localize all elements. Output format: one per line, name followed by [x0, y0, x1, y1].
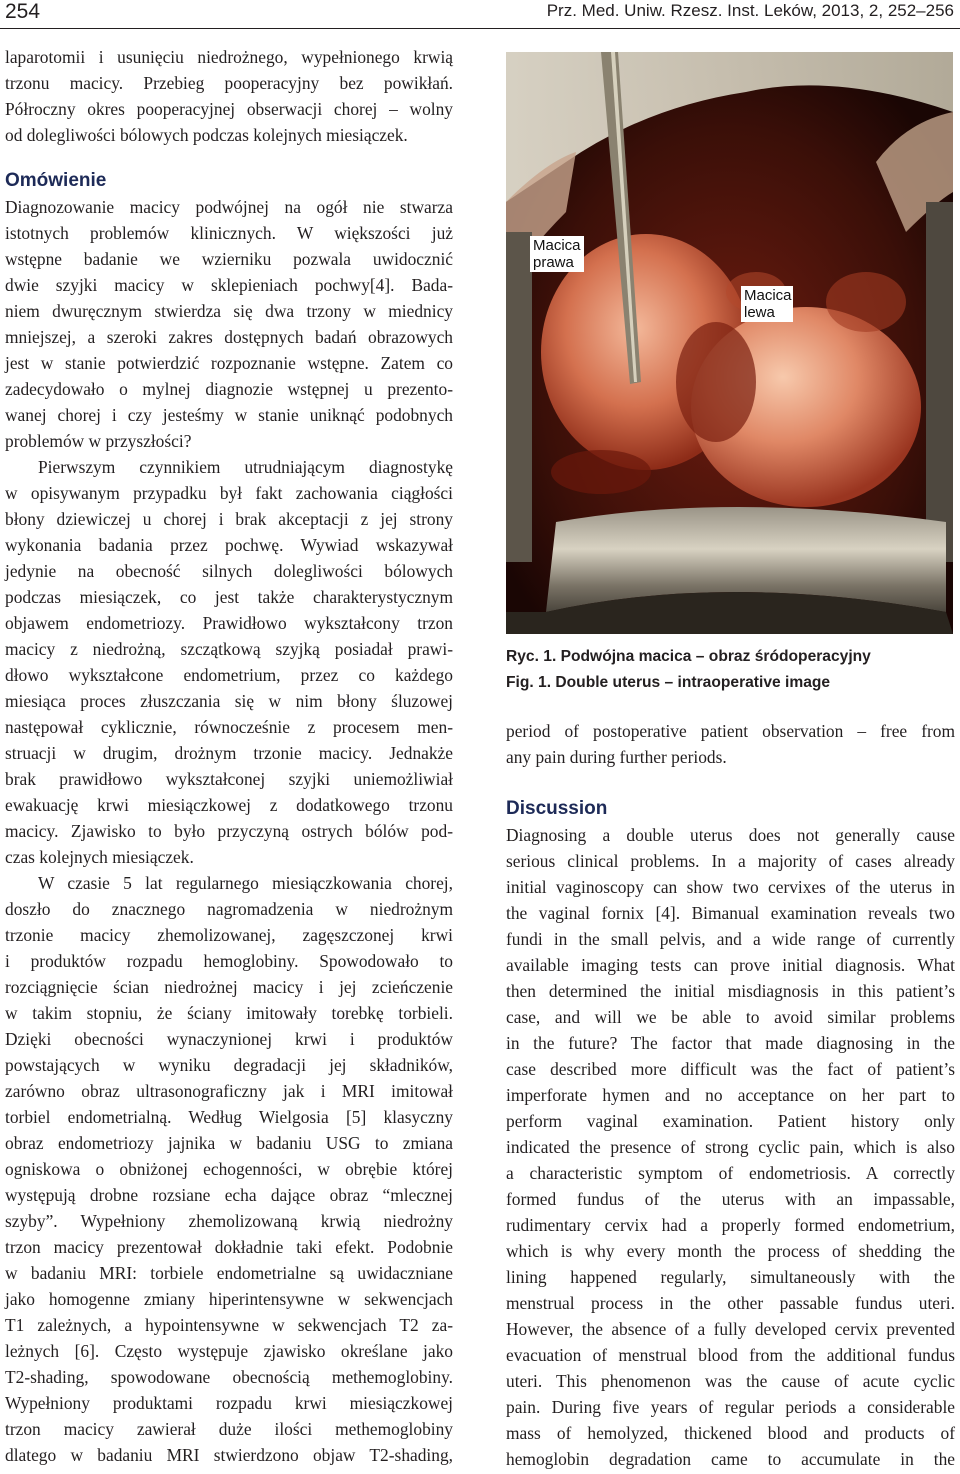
paragraph-pl-3: [5, 870, 453, 1468]
page-number: 254: [5, 0, 41, 23]
text-line: period of postoperative patient observation – free from: [506, 721, 955, 741]
text-line: imperforate hymen and no acceptance on her part to: [506, 1085, 955, 1105]
text-line: w opisywanym przypadku był fakt zachowania ciągłości: [5, 483, 453, 503]
text-line: W czasie 5 lat regularnego miesiączkowania chorej,: [38, 873, 453, 893]
figure-label-right-uterus: Macica prawa: [530, 236, 584, 272]
text-line: powstających w wyniku degradacji jej składników,: [5, 1055, 453, 1075]
text-line: trzon macicy zawierał duże ilości methemoglobiny: [5, 1419, 453, 1439]
text-line: w takim stopniu, że ściany imitowały torebkę torbieli.: [5, 1003, 453, 1023]
text-line: miesiąca proces złuszczania się w nim błony śluzowej: [5, 691, 453, 711]
text-line: Pierwszym czynnikiem utrudniającym diagnostykę: [38, 457, 453, 477]
text-line: wstępne badanie we wzierniku pozwala uwidocznić: [5, 249, 453, 269]
text-line: dlatego w badaniu MRI stwierdzono objaw T2-shading,: [5, 1445, 453, 1465]
text-line: evacuation of menstrual blood from the additional fundus: [506, 1345, 955, 1365]
text-line: obraz endometriozy jajnika w badaniu USG to zmiana: [5, 1133, 453, 1153]
text-line: mniejszej, a szeroki zakres dostępnych badań obrazowych: [5, 327, 453, 347]
section-heading-discussion: Discussion: [506, 798, 608, 819]
text-line: jest w stanie potwierdzić rozpoznanie wstępne. Zatem co: [5, 353, 453, 373]
text-line: rozciągnięcie ścian niedrożnej macicy i jej zcieńczenie: [5, 977, 453, 997]
text-line: Diagnozowanie macicy podwójnej na ogół nie stwarza: [5, 197, 453, 217]
text-line: laparotomii i usunięciu niedrożnego, wypełnionego krwią: [5, 47, 453, 67]
text-line: initial vaginoscopy can show two cervixes of the uterus in: [506, 877, 955, 897]
text-line: wanej chorej i czy jesteśmy w stanie uniknąć podobnych: [5, 405, 453, 425]
text-line: torbiel endometrialną. Według Wielgosia [5] klasyczny: [5, 1107, 453, 1127]
running-head: Prz. Med. Uniw. Rzesz. Inst. Leków, 2013, 2, 252–256: [546, 1, 954, 20]
text-line: Dzięki obecności wynaczynionej krwi i produktów: [5, 1029, 453, 1049]
text-line: which is why every month the process of shedding the: [506, 1241, 955, 1261]
text-line: ewakuację krwi miesiączkowej z dodatkowego trzonu: [5, 795, 453, 815]
text-line: menstrual process in the other passable fundus uteri.: [506, 1293, 955, 1313]
text-line: struacji w drugim, drożnym trzonie macicy. Jednakże: [5, 743, 453, 763]
text-line: indicated the presence of strong cyclic pain, which is also: [506, 1137, 955, 1157]
text-line: a characteristic symptom of endometriosis. A correctly: [506, 1163, 955, 1183]
text-line: zarówno obraz ultrasonograficzny jak i MRI imitował: [5, 1081, 453, 1101]
intro-paragraph-pl: [5, 44, 453, 148]
text-line: występują drobne rozsiane echa dające obraz “mlecznej: [5, 1185, 453, 1205]
right-column: [506, 718, 955, 1472]
text-line: mass of hemolyzed, thickened blood and products of: [506, 1423, 955, 1443]
text-line: zadecydowało o mylnej diagnozie wstępnej u prezento-: [5, 379, 453, 399]
text-line: any pain during further periods.: [506, 747, 727, 767]
text-line: case described more difficult was the fact of patient’s: [506, 1059, 955, 1079]
text-line: podczas miesiączek, co jest także charakterystycznym: [5, 587, 453, 607]
text-line: T1 zależnych, a hypointensywne w sekwencjach T2 za-: [5, 1315, 453, 1335]
intro-paragraph-en: [506, 718, 955, 770]
text-line: jako homogenne zmiany hiperintensywne w sekwencjach: [5, 1289, 453, 1309]
left-column: [5, 44, 453, 1468]
figure-caption: [506, 644, 871, 696]
text-line: hemoglobin degradation came to accumulate in the: [506, 1449, 955, 1469]
intraoperative-photo: [506, 52, 953, 634]
text-line: wykonania badania przez pochwę. Wywiad wskazywał: [5, 535, 453, 555]
text-line: leżnych [6]. Często występuje zjawisko określane jako: [5, 1341, 453, 1361]
text-line: macicy z niedrożną, szczątkową szyjką posiadał prawi-: [5, 639, 453, 659]
text-line: w badaniu MRI: torbiele endometrialne są uwidaczniane: [5, 1263, 453, 1283]
page-header: [0, 0, 960, 28]
figure-caption-en: Fig. 1. Double uterus – intraoperative image: [506, 674, 831, 691]
text-line: serious clinical problems. In a majority of cases already: [506, 851, 955, 871]
text-line: dwie szyjki macicy w sklepieniach pochwy[4]. Bada-: [5, 275, 453, 295]
text-line: However, the absence of a fully developed cervix prevented: [506, 1319, 955, 1339]
photo-illustration: [506, 52, 953, 634]
text-line: trzonie macicy zhemolizowanej, zagęszczonej krwi: [5, 925, 453, 945]
text-line: available imaging tests can prove initial diagnosis. What: [506, 955, 955, 975]
text-line: dłowo wykształcone endometrium, przez co każdego: [5, 665, 453, 685]
paragraph-en-1: [506, 822, 955, 1472]
text-line: uteri. This phenomenon was the cause of acute cyclic: [506, 1371, 955, 1391]
text-line: the vaginal fornix [4]. Bimanual examination reveals two: [506, 903, 955, 923]
text-line: fundi in the small pelvis, and a wide range of currently: [506, 929, 955, 949]
text-line: rudimentary cervix had a properly formed endometrium,: [506, 1215, 955, 1235]
text-line: Wypełniony produktami rozpadu krwi miesiączkowej: [5, 1393, 453, 1413]
text-line: macicy. Zjawisko to było przyczyną ostrych bólów pod-: [5, 821, 453, 841]
text-line: istotnych problemów klinicznych. W większości już: [5, 223, 453, 243]
text-line: doszło do znacznego nagromadzenia w niedrożnym: [5, 899, 453, 919]
text-line: jedynie na obecność silnych dolegliwości bólowych: [5, 561, 453, 581]
text-line: niem dwuręcznym stwierdza się dwa trzony w miednicy: [5, 301, 453, 321]
text-line: trzon macicy prezentował dokładnie taki efekt. Podobnie: [5, 1237, 453, 1257]
figure-caption-pl: Ryc. 1. Podwójna macica – obraz śródoperacyjny: [506, 648, 871, 665]
text-line: szyby”. Wypełniony zhemolizowaną krwią niedrożny: [5, 1211, 453, 1231]
text-line: lining happened regularly, simultaneously with the: [506, 1267, 955, 1287]
text-line: ogniskowa o obniżonej echogenności, w obrębie której: [5, 1159, 453, 1179]
text-line: T2-shading, spowodowane obecnością methemoglobiny.: [5, 1367, 453, 1387]
figure-label-left-uterus: Macica lewa: [741, 286, 793, 322]
paragraph-pl-2: [5, 454, 453, 870]
text-line: trzonu macicy. Przebieg pooperacyjny bez powikłań.: [5, 73, 453, 93]
text-line: następował cyklicznie, równocześnie z procesem men-: [5, 717, 453, 737]
text-line: problemów w przyszłości?: [5, 431, 192, 451]
text-line: formed fundus of the uterus with an impassable,: [506, 1189, 955, 1209]
text-line: i produktów rozpadu hemoglobiny. Spowodowało to: [5, 951, 453, 971]
text-line: Półroczny okres pooperacyjnej obserwacji chorej – wolny: [5, 99, 453, 119]
paragraph-pl-1: [5, 194, 453, 454]
text-line: objawem endometriozy. Prawidłowo wykształcony trzon: [5, 613, 453, 633]
text-line: perform vaginal examination. Patient history only: [506, 1111, 955, 1131]
text-line: czas kolejnych miesiączek.: [5, 847, 194, 867]
section-heading-omowienie: Omówienie: [5, 170, 107, 191]
header-rule: [0, 28, 960, 29]
text-line: then determined the initial misdiagnosis in this patient’s: [506, 981, 955, 1001]
text-line: od dolegliwości bólowych podczas kolejnych miesiączek.: [5, 125, 408, 145]
text-line: brak prawidłowo wykształconej szyjki uniemożliwiał: [5, 769, 453, 789]
text-line: case, and will we be able to avoid similar problems: [506, 1007, 955, 1027]
text-line: in the future? The factor that made diagnosing in the: [506, 1033, 955, 1053]
text-line: pain. During five years of regular periods a considerable: [506, 1397, 955, 1417]
text-line: błony dziewiczej u chorej i brak akceptacji z jej strony: [5, 509, 453, 529]
text-line: Diagnosing a double uterus does not generally cause: [506, 825, 955, 845]
